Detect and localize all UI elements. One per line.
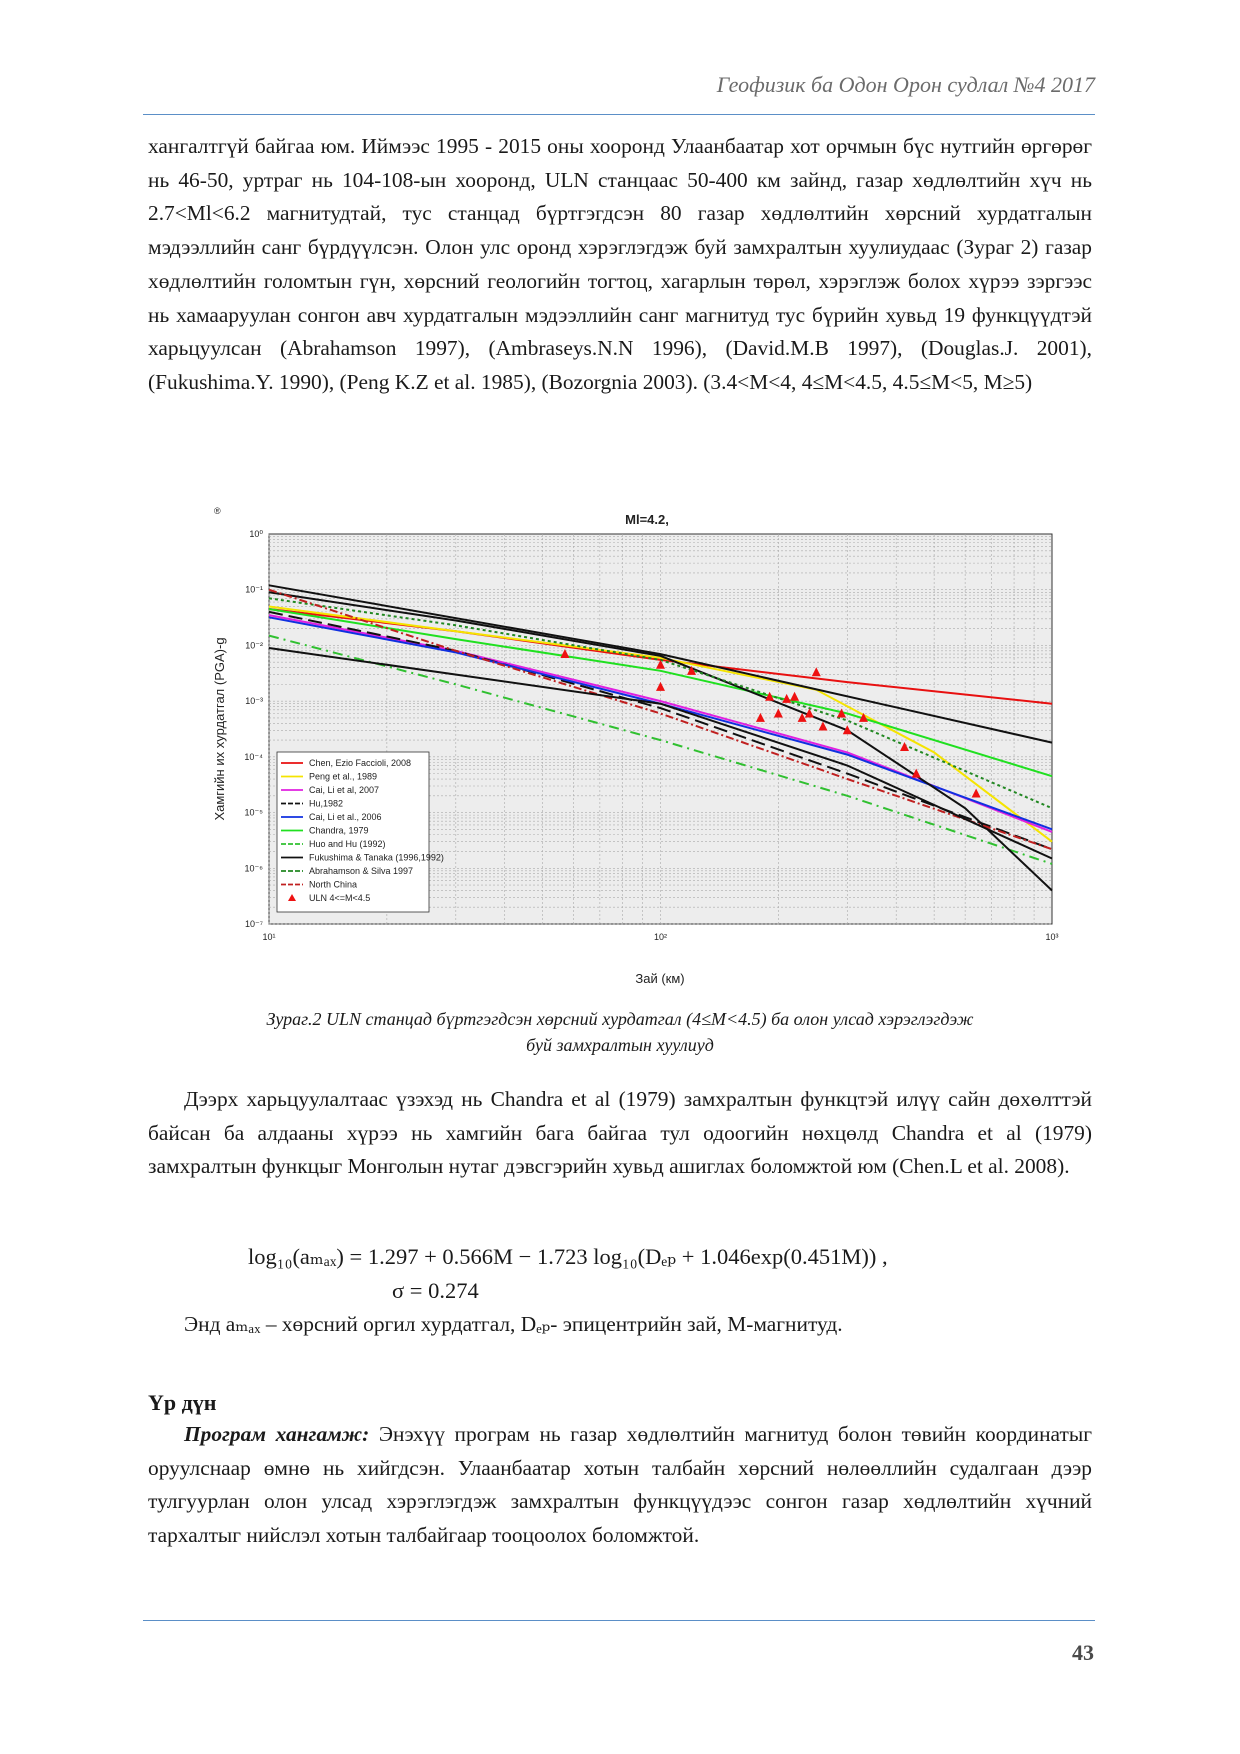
- legend-label: Cai, Li et al, 2007: [309, 785, 380, 795]
- y-tick-label: 10⁻³: [245, 696, 263, 707]
- chart-legend: [277, 752, 444, 912]
- legend-label: Peng et al., 1989: [309, 771, 378, 782]
- y-axis-label: Хамгийн их хурдатгал (PGA)-g: [212, 637, 227, 821]
- chart-figure-marker: ®: [214, 506, 221, 516]
- y-tick-label: 10⁻⁶: [244, 863, 263, 874]
- equation-explanation-text: Энд aₘₐₓ – хөрсний оргил хурдатгал, Dₑₚ- эпицентрийн зай, M-магнитуд.: [184, 1312, 843, 1336]
- y-tick-label: 10⁻⁴: [244, 751, 263, 762]
- footer-rule: [143, 1620, 1095, 1621]
- equation-line-2: σ = 0.274: [392, 1278, 479, 1303]
- legend-label: Abrahamson & Silva 1997: [309, 866, 414, 876]
- page-number: 43: [1072, 1640, 1094, 1665]
- legend-label: Chen, Ezio Faccioli, 2008: [309, 758, 412, 768]
- paragraph-comparison: [148, 1083, 1092, 1184]
- x-axis-label: Зай (км): [635, 971, 685, 986]
- paragraph-software: [148, 1418, 1092, 1553]
- paragraph-software-text: Энэхүү програм нь газар хөдлөлтийн магнитуд болон төвийн координатыг оруулснаар өмнө нь хийгдсэн. Улаанбаатар хотын талбайн хөрсний нөлөөллийн судалгаан дээр тулгуурлан олон улсад хэрэглэгдэж замхралтын функцүүдээс сонгон газар хөдлөлтийн хүчний тархалтыг нийслэл хотын талбайгаар тооцоолох боломжтой.: [148, 1422, 1092, 1548]
- equation-explanation: [148, 1308, 1092, 1342]
- y-tick-label: 10⁻¹: [245, 584, 263, 595]
- x-tick-label: 10²: [653, 932, 668, 942]
- paragraph-comparison-text: Дээрх харьцуулалтаас үзэхэд нь Chandra et al (1979) замхралтын функцтэй илүү сайн дөхөлттэй байсан ба алдааны хүрээ нь хамгийн бага байгаа тул одоогийн нөхцөлд Chandra et al (1979) замхралтын функцыг Монголын нутаг дэвсгэрийн хувьд ашиглах боломжтой юм (Chen.L et al. 2008).: [148, 1087, 1092, 1179]
- caption-line-2: буй замхралтын хуулиуд: [526, 1035, 714, 1055]
- equation-line-1: log₁₀(aₘₐₓ) = 1.297 + 0.566M − 1.723 log₁₀(Dₑₚ + 1.046exp(0.451M)) ,: [248, 1244, 888, 1269]
- y-tick-label: 10⁻⁵: [244, 807, 263, 818]
- legend-label: Huo and Hu (1992): [309, 839, 386, 849]
- paragraph-data-collection: хангалтгүй байгаа юм. Иймээс 1995 - 2015 оны хооронд Улаанбаатар хот орчмын бүс нутгийн өргөрөг нь 46-50, уртраг нь 104-108-ын хооронд, ULN станцаас 50-400 км зайнд, газар хөдлөлтийн хүч нь 2.7<Ml<6.2 магнитудтай, тус станцад бүртгэгдсэн 80 газар хөдлөлтийн хөрсний хурдатгалын мэдээллийн санг бүрдүүлсэн. Олон улс оронд хэрэглэгдэж буй замхралтын хуулиудаас (Зураг 2) газар хөдлөлтийн голомтын гүн, хөрсний геологийн тогтоц, хагарлын төрөл, хэрэглэж болох хүрээ зэргээс нь хамааруулан сонгон авч хурдатгалын мэдээллийн санг магнитуд тус бүрийн хувьд 19 функцүүдтэй харьцуулсан (Abrahamson 1997), (Ambraseys.N.N 1996), (David.M.B 1997), (Douglas.J. 2001), (Fukushima.Y. 1990), (Peng K.Z et al. 1985), (Bozorgnia 2003). (3.4<M<4, 4≤M<4.5, 4.5≤M<5, M≥5): [148, 134, 1092, 394]
- journal-header: Геофизик ба Одон Орон судлал №4 2017: [716, 72, 1095, 97]
- x-tick-label: 10¹: [262, 932, 276, 942]
- legend-label: Fukushima & Tanaka (1996,1992): [309, 852, 444, 863]
- legend-label: Hu,1982: [309, 798, 344, 809]
- y-tick-label: 10⁰: [249, 529, 263, 539]
- section-heading: Үр дүн: [148, 1390, 217, 1415]
- caption-line-1: Зураг.2 ULN станцад бүртгэгдсэн хөрсний хурдатгал (4≤M<4.5) ба олон улсад хэрэглэгдэж: [266, 1009, 974, 1029]
- legend-label: Cai, Li et al., 2006: [309, 812, 382, 822]
- legend-label: North China: [309, 879, 358, 890]
- legend-label: Chandra, 1979: [309, 825, 369, 836]
- y-tick-label: 10⁻⁷: [244, 919, 263, 929]
- chart-title: Ml=4.2,: [625, 512, 669, 527]
- legend-label: ULN 4<=M<4.5: [309, 893, 371, 903]
- paragraph-software-lead: Програм хангамж:: [184, 1422, 370, 1446]
- header-rule: [143, 114, 1095, 115]
- figure-caption: [180, 1006, 1060, 1058]
- y-tick-label: 10⁻²: [245, 640, 263, 651]
- x-tick-label: 10³: [1045, 932, 1059, 942]
- attenuation-chart: [214, 504, 1072, 1012]
